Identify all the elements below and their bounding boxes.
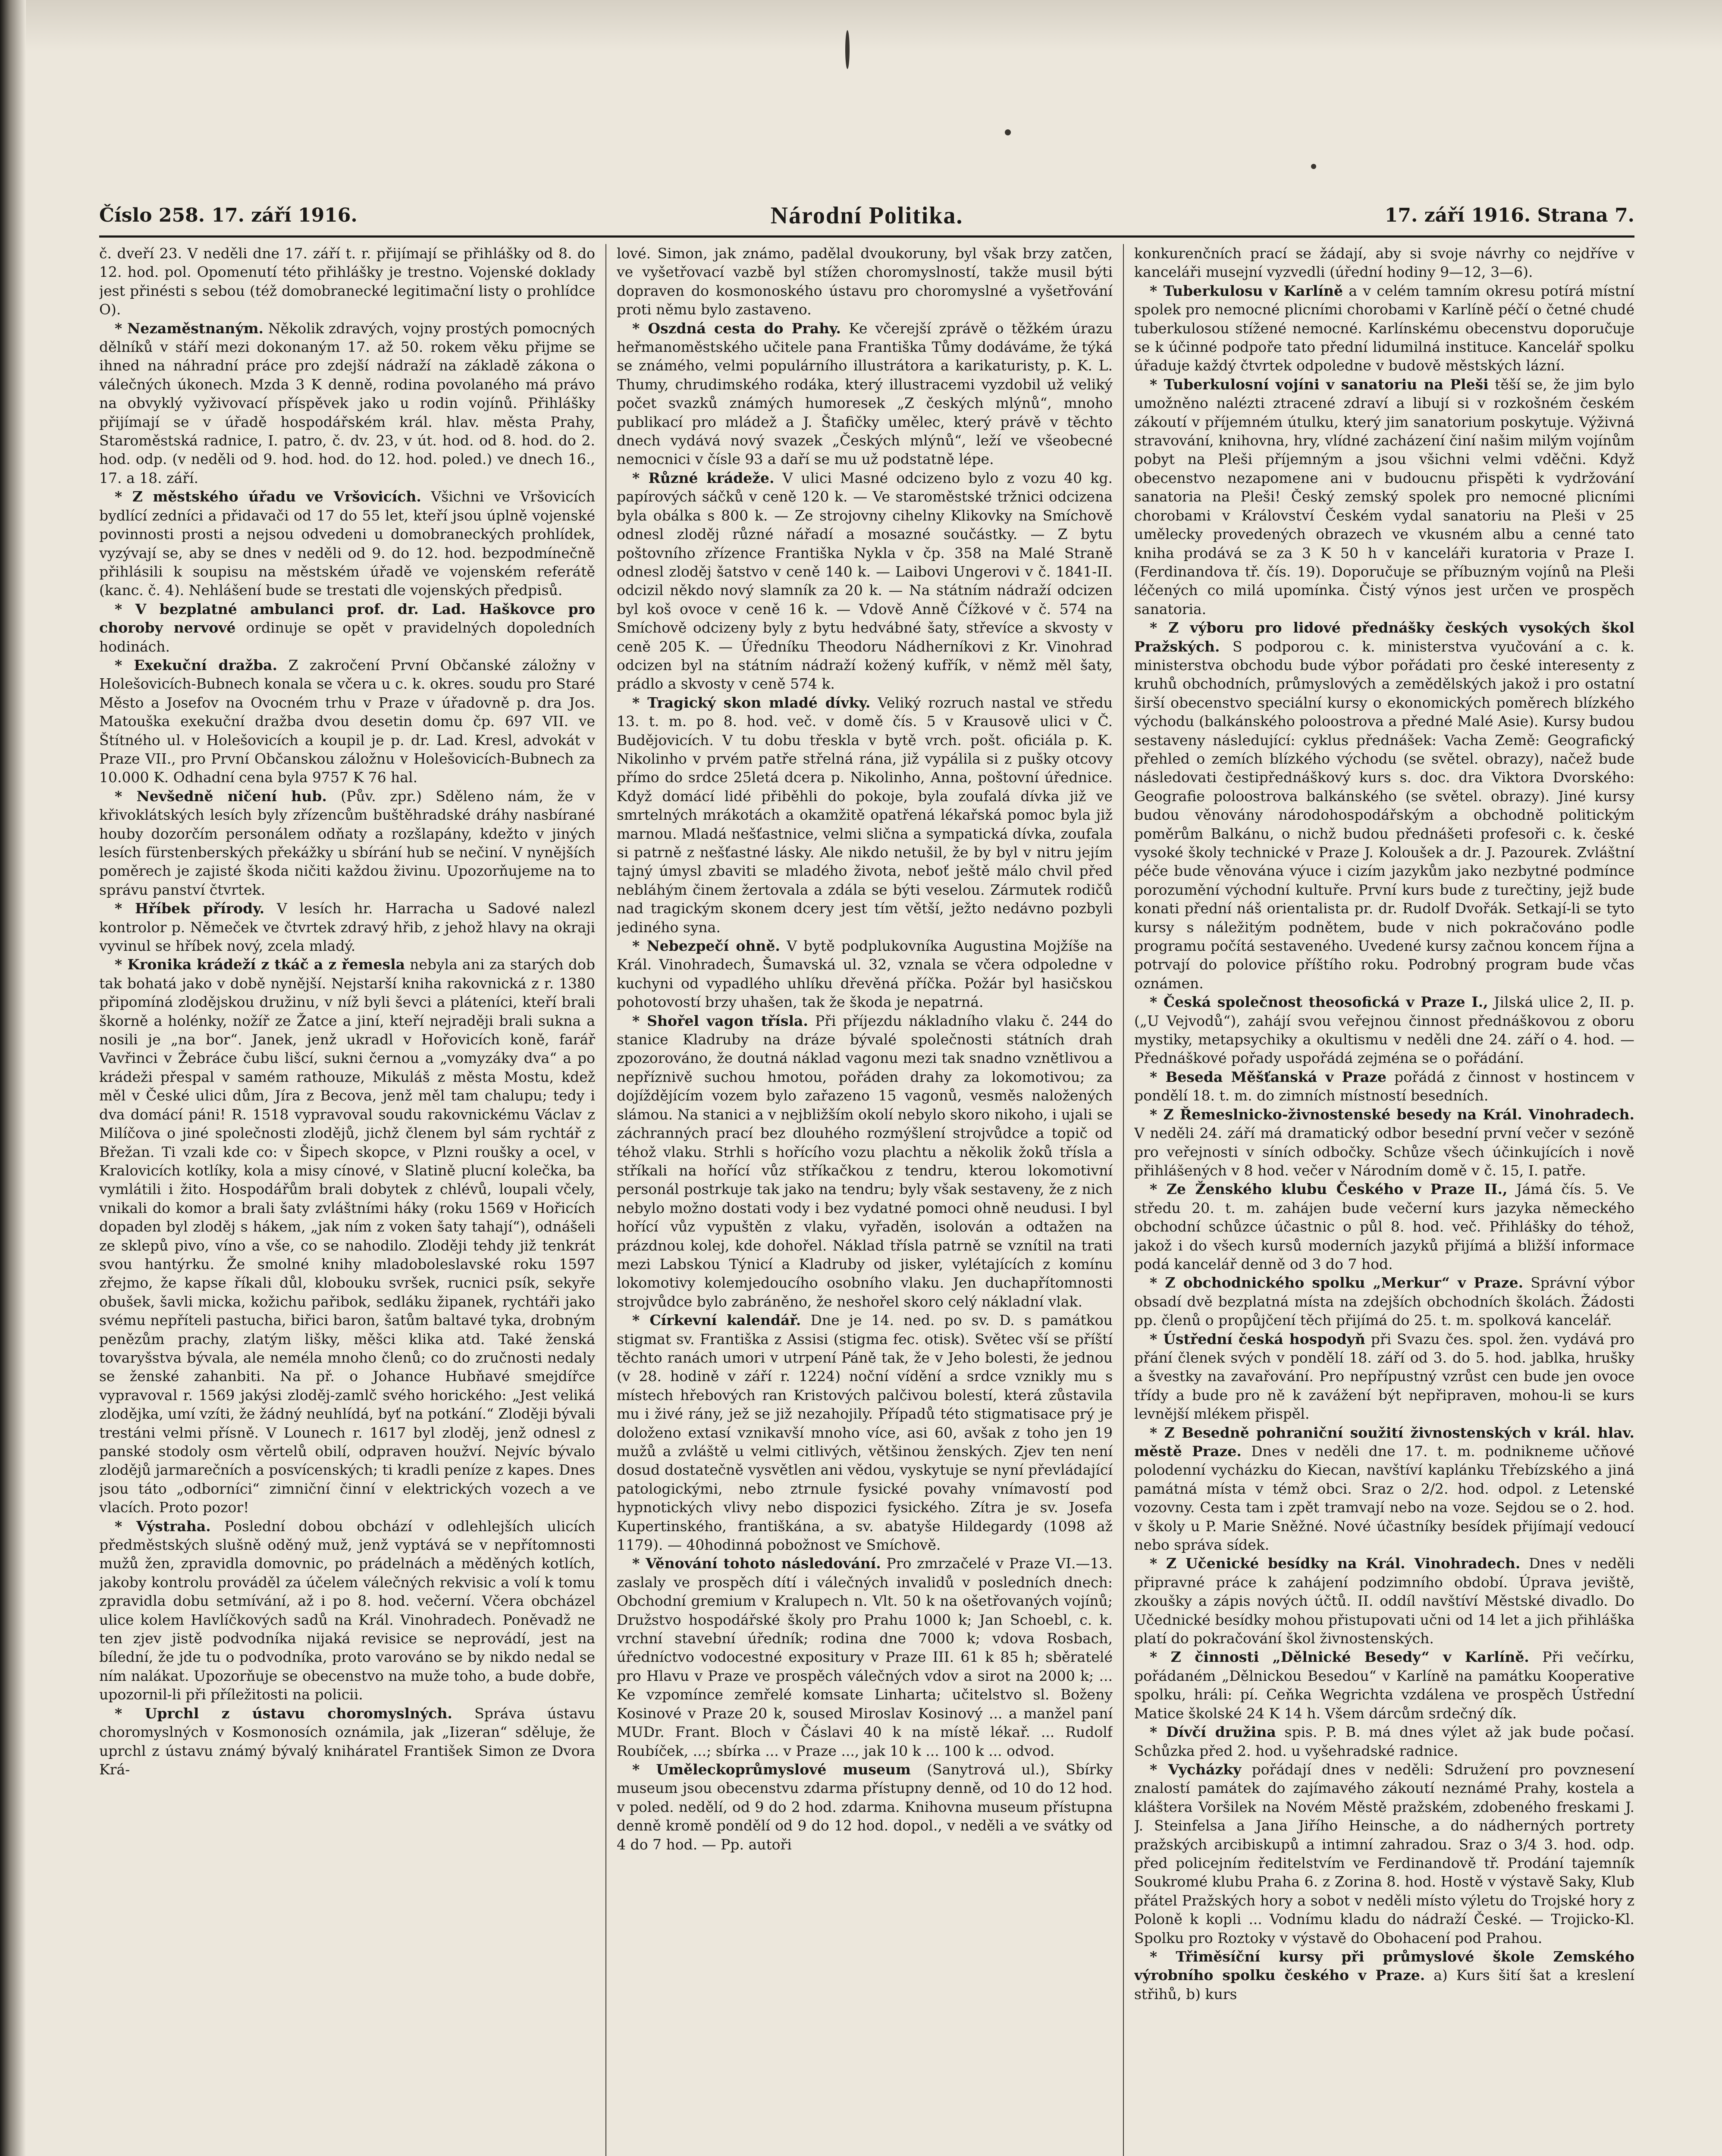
news-item-heading: * V bezplatné ambulanci prof. dr. Lad. Haškovce pro choroby nervové [99, 600, 595, 636]
news-item-text: Správní výbor obsadí dvě bezplatná místa na zdejších obchodních školách. Žádosti pp. členů o propůjčení těch přijímá do 25. t. m. spolková kancelář. [1134, 1274, 1634, 1329]
news-item [617, 693, 1113, 937]
news-item [1134, 282, 1634, 375]
scan-top-shading [0, 0, 1722, 52]
news-item-text: a v celém tamním okresu potírá místní spolek pro nemocné plicními chorobami v Karlíně péčí o četné chudé tuberkulosou stížené nemocné. Karlínskému obecenstvu doporučuje se k účinné podpoře tato přední lidumilná instituce. Kancelář spolku úřaduje každý čtvrtek odpoledne v budově městských lázní. [1134, 282, 1634, 374]
news-item-text: těší se, že jim bylo umožněno nalézti ztracené zdraví a libují si v rozkošném českém zákoutí v příjemném útulku, který jim sanatorium poskytuje. Výživná stravování, knihovna, hry, vlídné zacházení činí našim milým vojínům pobyt na Pleši příjemným a jsou všichni velmi vděčni. Když obecenstvo nezapomene ani v budoucnu přispěti k vydržování sanatoria na Pleši! Český zemský spolek pro nemocné plicními chorobami v Království Českém vydal sanatoriu na Pleši v 25 umělecky provedených obrazech ve vkusném albu a cenné tato kniha prodává se za 3 K 50 h v kanceláři kuratoria v Praze I. (Ferdinandova tř. čís. 19). Doporučuje se příbuzným vojínů na Pleši léčených co milá upomínka. Čistý výnos jest určen ve prospěch sanatoria. [1134, 376, 1634, 617]
news-item-heading: * Z městského úřadu ve Vršovicích. [115, 488, 421, 505]
news-item-heading: * Z Učenické besídky na Král. Vinohradech. [1150, 1555, 1521, 1572]
news-item-heading: * Z Besedně pohraniční soužití živnostenských v král. hlav. městě Praze. [1134, 1424, 1634, 1460]
news-item-text: Pro zmrzačelé v Praze VI.—13. zaslaly ve prospěch dítí i válečných invalidů v posledních dnech: Obchodní gremium v Kralupech n. Vlt. 50 k na ošetřovaných vojínů; Družstvo hospodářské školy pro Prahu 1000 k; Jan Schoebl, c. k. vrchní stavební úředník; rodina dne 7000 k; vdova Rosbach, úředníctvo vodocestné expositury v Praze III. 61 k 85 h; sběratelé pro Hlavu v Praze ve prospěch válečných vdov a sirot na 2000 k; ... Ke vzpomínce zemřelé komsate Linharta; učitelstvo sl. Boženy Kosinové v Praze 20 k, soused Miroslav Kosinový ... a manžel paní MUDr. Frant. Bloch v Čáslavi 40 k na místě lékař. ... Rudolf Roubíček, ...; sbírka ... v Praze ..., jak 10 k ... 100 k ... odvod. [617, 1555, 1113, 1759]
news-item-text: Jámá čís. 5. Ve středu 20. t. m. zahájen bude večerní kurs jazyka německého obchodní schůzce účastnic o půl 8. hod. več. Přihlášky do téhož, jakož i do všech kursů moderních jazyků přijímá a bližší informace podá kancelář denně od 3 do 7 hod. [1134, 1181, 1634, 1272]
news-item [617, 937, 1113, 1012]
news-item-heading: * Kronika krádeží z tkáč a z řemesla [115, 956, 405, 973]
column-1 [99, 244, 595, 2156]
news-item [1134, 1554, 1634, 1648]
news-item-heading: * Tuberkulosu v Karlíně [1150, 282, 1343, 299]
news-item-text: Veliký rozruch nastal ve středu 13. t. m. po 8. hod. več. v domě čís. 5 v Krausově ulici v Č. Budějovicích. V tu dobu třeskla v bytě vrch. pošt. oficiála p. K. Nikolinho v prvém patře střelná rána, již vypálila si z pušky otcovy přímo do srdce 25letá dcera p. Nikolinho, Anna, poštovní úřednice. Když domácí lidé přiběhli do pokoje, byla zoufalá dívka již ve smrtelných mrákotách a okamžitě opatřená lékařská pomoc byla již marnou. Mladá nešťastnice, velmi slična a sympatická dívka, zoufala si patrně z nešťastné lásky. Ale nikdo netušil, že by byl v nitru jejím tajný úmysl zbaviti se mladého života, neboť ještě málo chvil před nebláhým činem žertovala a zdála se býti veselou. Zármutek rodičů nad tragickým skonem dcery jest tím větší, ježto nedávno pozbyli jediného syna. [617, 694, 1113, 936]
scan-artifact [1311, 164, 1316, 169]
news-item-text: pořádá z činnost v hostincem v pondělí 18. t. m. do zimních místností besedních. [1134, 1068, 1634, 1104]
header-rule [99, 235, 1634, 238]
news-item [99, 487, 595, 599]
news-item-text: Dnes v neděli dne 17. t. m. podnikneme učňové polodenní vycházku do Kiecan, navštíví kaplánku Třebízského a jiná památná místa v témž obci. Sraz o 2/2. hod. odpol. z Letenské vozovny. Cesta tam i zpět tramvají nebo na voze. Sejdou se o 2. hod. v školy u P. Marie Sněžné. Nové účastníky besídek přijímají vedoucí nebo správa sídek. [1134, 1443, 1634, 1554]
news-item-heading: * Z výboru pro lidové přednášky českých vysokých škol Pražských. [1134, 619, 1634, 655]
news-item-heading: * Věnování tohoto následování. [632, 1555, 881, 1572]
news-item [1134, 1423, 1634, 1554]
news-item-text: Dne je 14. ned. po sv. D. s památkou stigmat sv. Františka z Assisi (stigma fec. otisk). Světec vší se příští těchto ranách umori v utrpení Páně tak, že v Jeho bolesti, že jednou (v 28. hodině v září r. 1224) noční vídění a srdce vznikly mu s místech hřebových ran Kristových palčivou bolestí, která zůstavila mu i živé rány, jež se již nezahojily. Případů této stigmatisace prý je doloženo extasí vznikavší mnoho více, asi 60, avšak z toho jen 19 mužů a zvláště u velmi citlivých, většinou ženských. Zjev ten není dosud dostatečně vysvětlen ani vědou, vyskytuje se nyní převládající patologickými, nebo ztrnule fysické povahy vnímavostí pod hypnotických vlivy nebo dispozici fysického. Zítra je sv. Josefa Kupertinského, františkána, a sv. abatyše Hildegardy (1098 až 1179). — 40hodinná pobožnost ve Smíchově. [617, 1312, 1113, 1554]
news-item-heading: * Uprchl z ústavu choromyslných. [115, 1705, 452, 1722]
continued-paragraph [99, 244, 595, 319]
continued-paragraph [1134, 244, 1634, 282]
news-item [99, 955, 595, 1517]
news-item-text: ordinuje se opět v pravidelných dopoledních hodinách. [99, 619, 595, 655]
news-item-heading: * Vycházky [1150, 1761, 1242, 1778]
news-item-text: a) Kurs šití šat a kreslení střihů, b) kurs [1134, 1967, 1634, 2002]
news-item-heading: * Tragický skon mladé dívky. [632, 694, 871, 711]
news-item-heading: * Nezaměstnaným. [115, 320, 264, 337]
news-item-text: V neděli 24. září má dramatický odbor besední první večer v sezóně pro veřejnosti v síních odbočky. Schůze všech účinkujících i nově přihlášených v 8 hod. večer v Národním domě v č. 15, I. patře. [1134, 1125, 1634, 1179]
date-page-number: 17. září 1916. Strana 7. [1384, 204, 1634, 226]
continued-paragraph [617, 244, 1113, 319]
news-item-text: pořádají dnes v neděli: Sdružení pro povznesení znalostí památek do zajímavého zákoutí neznámé Prahy, kostela a kláštera Voršilek na Novém Městě pražském, zdobeného freskami J. J. Steinfelsa a Jana Jiřího Heinsche, a do nádherných portrety pražských arcibiskupů a intimní zahradou. Sraz o 3/4 3. hod. odp. před policejním ředitelstvím ve Ferdinandově tř. Prodání tajemník Soukromé klubu Praha 6. z Zorina 8. hod. Hostě v výstavě Saky, Klub přátel Pražských hory a sobot v neděli místo výletu do Trojské hory z Poloně k kopli ... Vodnímu kladu do nádraží České. — Trojicko-Kl. Spolku pro Roztoky v výstavě do Obohacení pod Prahou. [1134, 1761, 1634, 1946]
news-item [617, 319, 1113, 469]
news-item [1134, 1330, 1634, 1423]
news-item-heading: * Exekuční dražba. [115, 656, 277, 674]
news-item-heading: * Z obchodnického spolku „Merkur“ v Praze. [1150, 1274, 1524, 1291]
news-item-heading: * Ústřední česká hospodyň [1150, 1330, 1365, 1348]
news-item-text: Při příjezdu nákladního vlaku č. 244 do stanice Kladruby na dráze bývalé společnosti státních drah zpozorováno, že doutná náklad vagonu mezi tak snadno vznětlivou a nepříznivě suchou hmotou, pořáden drahy za lokomotivou; za dojíždějícím vozem bylo zařazeno 15 vagonů, vesměs naložených slámou. Na stanici a v nejbližším okolí nebylo skoro nikoho, i ujali se záchranných prací bez dlouhého rozmýšlení strojvůdce a topič od téhož vlaku. Strhli s hořícího vozu plachtu a několik žoků třísla a stříkali na hořící vůz stříkačkou z tendru, kterou lokomotivní personál postrkuje tak jako na tendru; byly však sestaveny, že z nich nebylo možno dostati vody i bez vydatné pomoci ohně neudusi. I byl hořící vůz vypuštěn z vlaku, vyřaděn, isolován a odtažen na prázdnou kolej, kde dohořel. Náklad třísla patrně se vznítil na trati mezi Labskou Týnicí a Kladruby od jisker, vylétajících z komínu lokomotivy kolemjedoucího osobního vlaku. Jen duchapřítomnosti strojvůdce bylo zabráněno, že neshořel skoro celý nákladní vlak. [617, 1012, 1113, 1310]
news-item-heading: * Nevšedně ničení hub. [115, 787, 327, 805]
news-item-heading: * Výstraha. [115, 1517, 211, 1535]
news-item-text: S podporou c. k. ministerstva vyučování a c. k. ministerstva obchodu bude výbor pořádati pro české interesenty z kruhů obchodních, průmyslových a zemědělských jakož i pro ostatní širší obecenstvo speciální kursy o ekonomických poměrech blízkého východu (balkánského poloostrova a předné Malé Asie). Kursy budou sestaveny následující: cyklus přednášek: Vacha Země: Geografický přehled o zemích blízkého východu (se světel. obrazy), načež bude následovati čestipřednáškový kurs s. doc. dra Viktora Dvorského: Geografie poloostrova balkánského (se světel. obrazy). Jiné kursy budou věnovány národohospodářským a obchodně politickým poměrům Balkánu, o nichž budou přednášeti profesoři c. k. české vysoké školy technické v Praze J. Koloušek a dr. J. Pazourek. Zvláštní péče bude věnována výuce i cizím jazykům jako nezbytné podmínce porozumění východní kultuře. První kurs bude z turečtiny, jejž bude konati přední náš orientalista pr. dr. Rudolf Dvořák. Setkají-li se tyto kursy s náležitým podnětem, bude v nich pokračováno podle programu počítá sestaveného. Uvedené kursy začnou koncem října a potrvají do polovice příštího roku. Podrobný program bude včas oznámen. [1134, 638, 1634, 992]
news-item-text: Ke včerejší zprávě o těžkém úrazu heřmanoměstského učitele pana Františka Tůmy dodáváme, že týká se známého, velmi populárního illustrátora a karikaturisty, p. K. L. Thumy, chrudimského rodáka, který illustracemi vyzdobil už veliký počet svazků známých humoresek „Z českých mlýnů“, mnoho publikací pro mládež a J. Štafičky umělec, který právě v těchto dnech vydává nový svazek „Českých mlýnů“, leží ve všeobecné nemocnici v čísle 93 a daří se mu už podstatně lépe. [617, 320, 1113, 468]
news-item [1134, 1273, 1634, 1329]
column-divider [605, 244, 606, 2156]
news-item-heading: * Česká společnost theosofická v Praze I., [1150, 993, 1488, 1011]
news-item [1134, 1760, 1634, 1947]
news-item-heading: * Shořel vagon třísla. [632, 1012, 808, 1029]
news-item [99, 600, 595, 656]
news-item-text: při Svazu čes. spol. žen. vydává pro přání členek svých v pondělí 18. září od 3. do 5. hod. jablka, hrušky a švestky na zavařování. Pro nepřípustný vzrůst cen bude jen ovoce třídy a bude pro ně k zavážení být nepřipraven, mohou-li se kurs levnější mlékem přispěl. [1134, 1330, 1634, 1423]
news-item-text: V ulici Masné odcizeno bylo z vozu 40 kg. papírových sáčků v ceně 120 k. — Ve staroměstské tržnici odcizena byla obálka s 800 k. — Ze strojovny cihelny Klikovky na Smíchově odnesl zloděj různé nářadí a mosazné součástky. — Z bytu poštovního zřízence Františka Nykla v čp. 358 na Malé Straně odnesl zloděj šatstvo v ceně 140 k. — Laibovi Ungerovi v č. 1841-II. odcizil někdo nový slamník za 20 k. — Na státním nádraží odcizen byl koš ovoce v ceně 16 k. — Vdově Anně Čížkové v č. 574 na Smíchově odcizeny byly z bytu hedvábné šaty, střevíce a skvosty v ceně 205 K. — Úředníku Theodoru Nádherníkovi z Kr. Vinohrad odcizen byl na státním nádraží kožený kufřík, v němž měl šaty, prádlo a skvosty v ceně 574 k. [617, 469, 1113, 693]
news-item-heading: * Různé krádeže. [632, 469, 775, 486]
news-item-heading: * Ze Ženského klubu Českého v Praze II., [1150, 1181, 1508, 1198]
column-3 [1134, 244, 1634, 2156]
scan-artifact [845, 30, 850, 69]
news-item-heading: * Tuberkulosní vojíni v sanatoriu na Pleši [1150, 376, 1489, 393]
news-item-heading: * Dívčí družina [1150, 1724, 1276, 1741]
news-item-heading: * Církevní kalendář. [632, 1312, 801, 1329]
page-header [99, 198, 1634, 233]
news-item [99, 1704, 595, 1779]
news-item [99, 787, 595, 899]
column-divider [1123, 244, 1124, 2156]
news-item-text: č. dveří 23. V neděli dne 17. září t. r. přijímají se přihlášky od 8. do 12. hod. pol. Opomenutí této přihlášky je trestno. Vojenské doklady jest přinésti s sebou (též domobranecké legitimační listy o prohlídce O). [99, 245, 595, 318]
news-item-heading: * Nebezpečí ohně. [632, 937, 780, 955]
news-item [617, 1760, 1113, 1854]
news-item [1134, 1180, 1634, 1273]
news-item-text: Z zakročení První Občanské záložny v Holešovicích-Bubnech konala se včera u c. k. okres. soudu pro Staré Město a Josefov na Ovocném trhu v Praze v úřadovně p. dra Jos. Matouška exekuční dražba dvou desetin domu čp. 697 VII. ve Štítného ul. v Holešovicích a koupil je p. dr. Lad. Kresl, advokát v Praze VII., pro První Občanskou záložnu v Holešovicích-Bubnech za 10.000 K. Odhadní cena byla 9757 K 76 hal. [99, 656, 595, 786]
news-item-text: (Sanytrová ul.), Sbírky museum jsou obecenstvu zdarma přístupny denně, od 10 do 12 hod. v poled. nedělí, od 9 do 2 hod. zdarma. Knihovna museum přístupna denně kromě pondělí od 9 do 12 hod. dopol., v neděli a ve svátky od 4 do 7 hod. — Pp. autoři [617, 1761, 1113, 1853]
news-item [99, 656, 595, 787]
news-item [1134, 1947, 1634, 2003]
news-item [1134, 1723, 1634, 1760]
news-item-text: V lesích hr. Harracha u Sadové nalezl kontrolor p. Němeček ve čtvrtek zdravý hřib, z jehož hlavy na okraji vyvinul se hříbek nový, zcela mladý. [99, 900, 595, 955]
scan-left-edge-shading [0, 0, 26, 2156]
news-item-heading: * Z činnosti „Dělnické Besedy“ v Karlíně. [1150, 1648, 1529, 1666]
newspaper-page [99, 198, 1634, 2156]
news-item [1134, 1648, 1634, 1723]
news-item [1134, 618, 1634, 993]
news-item-text: Několik zdravých, vojny prostých pomocných dělníků v stáří mezi dokonaným 17. až 50. rokem věku přijme se ihned na náhradní práce pro zdejší nádraží na základě zákona o válečných úkonech. Mzda 3 K denně, rodina povolaného má právo na obvyklý vyživovací příspěvek jako u rodin vojínů. Přihlášky přijímají se v úřadě hospodářském král. hlav. města Prahy, Staroměstská radnice, I. patro, č. dv. 23, v út. hod. od 8. hod. do 2. hod. odp. (v neděli od 9. hod. hod. do 12. hod. poled.) ve dnech 16., 17. a 18. září. [99, 320, 595, 486]
news-item-text: lové. Simon, jak známo, padělal dvoukoruny, byl však brzy zatčen, ve vyšetřovací vazbě byl stížen choromyslností, takže musil býti dopraven do kosmonoského ústavu pro choromyslné a vyšetřování proti němu bylo zastaveno. [617, 245, 1113, 318]
issue-number-date: Číslo 258. 17. září 1916. [99, 204, 358, 226]
news-item-text: spis. P. B. má dnes výlet až jak bude počasí. Schůzka před 2. hod. u vyšehradské radnice. [1134, 1724, 1634, 1759]
news-item [617, 1012, 1113, 1311]
news-item [99, 319, 595, 488]
news-item-heading: * Třiměsíční kursy při průmyslové škole Zemského výrobního spolku českého v Praze. [1134, 1948, 1634, 1984]
news-item [99, 899, 595, 955]
masthead-title: Národní Politika. [770, 202, 963, 229]
news-item-text: nebyla ani za starých dob tak bohatá jako v době nynější. Nejstarší kniha rakovnická z r. 1380 připomíná zlodějskou družinu, v níž byli ševci a pláteníci, kteří brali škorně a holénky, nožíř ze Žatce a jiní, kteří nejraději brali sukna a nosili je „na bor“. Janek, jenž ukradl v Hořovicích koně, farář Vavřinci v Žebráce čubu lišcí, sukni černou a „vomyzáky dva“ a po krádeži přespal v samém rathouze, Mikuláš z města Mostu, kdež měl v České ulici dům, Jíra z Becova, jenž měl tam chalupu; tedy i dva domácí páni! R. 1518 vypravoval soudu rakovnickému Václav z Milíčova o jiné společnosti zlodějů, jichž členem byl sám rychtář z Břežan. Ti vzali kde co: v Šipech skopce, v Plzni roušky a ocel, v Kralovicích kotlíky, kola a misy cínové, v Slatině plucní kolečka, ba vymlátili i žito. Hospodářům brali dobytek z chlévů, loupali včely, vnikali do komor a brali šaty zvláštními háky (roku 1569 v Hořicích dopaden byl zloděj s hákem, „jak ním z voken šaty tahají“), odnášeli ze sklepů pivo, víno a vše, co se nahodilo. Zloději tehdy již tenkrát svou hantýrku. Že smolné knihy mladoboleslavské roku 1597 zřejmo, že kapse říkali důl, klobouku svršek, rucnici psík, sekyře obušek, šavli micka, kožichu pařibok, sedláku žipanek, rychtáři jako svému nepříteli pastucha, biřici baron, šatům baltavé tyka, drobným penězům prachy, zlatým lišky, měšci klika atd. Také ženská tovaryšstva bývala, ale neméla mnoho členů; co do zručnosti nedaly se ženské zahanbiti. Na př. o Johance Hubňavé smejdířce vypravoval r. 1569 jakýsi zloděj-zamlč svého horického: „Jest veliká zlodějka, umí vzíti, že žádný neuhlídá, byť na potkání.“ Zloději bývali trestáni velmi přísně. V Lounech r. 1617 byl zloděj, jenž odnesl z panské stodoly osm věrtelů obilí, odpraven houžví. Nejvíc bývalo zlodějů jarmarečních a posvícenských; ti kradli peníze z kapes. Dnes jsou táto „odborníci“ zimniční činní v elektrických vozech a ve vlacích. Proto pozor! [99, 956, 595, 1516]
news-item-text: konkurenčních prací se žádají, aby si svoje návrhy co nejdříve v kanceláři musejní vyzvedli (úřední hodiny 9—12, 3—6). [1134, 245, 1634, 281]
news-item-text: V bytě podplukovníka Augustina Mojžíše na Král. Vinohradech, Šumavská ul. 32, vznala se včera odpoledne v kuchyni od vypadlého uhlíku dřevěná příčka. Požár byl hasičskou pohotovostí brzy uhašen, tak že škoda je nepatrná. [617, 937, 1113, 1011]
news-item [617, 1311, 1113, 1554]
news-item [1134, 1068, 1634, 1105]
news-item-heading: * Oszdná cesta do Prahy. [632, 320, 841, 337]
news-item [617, 469, 1113, 693]
news-item [617, 1554, 1113, 1760]
news-item-text: Jilská ulice 2, II. p. („U Vejvodů“), zahájí svou veřejnou činnost přednáškovou z oboru mystiky, metapsychiky a okultismu v neděli dne 24. září o 4. hod. — Přednáškové pořady uspořádá zejména se o pořádání. [1134, 993, 1634, 1067]
news-item [99, 1517, 595, 1704]
news-item-heading: * Uměleckoprůmyslové museum [632, 1761, 911, 1778]
news-item [1134, 375, 1634, 618]
news-item-text: Dnes v neděli připravné práce k zahájení podzimního období. Úprava jeviště, zkoušky a zápis nových účtů. II. oddíl navštíví Městské divadlo. Do Učednické besídky mohou přistupovati učni od 14 let a jich přihláška platí do pokračování škol živnostenských. [1134, 1555, 1634, 1647]
news-item-heading: * Beseda Měšťanská v Praze [1150, 1068, 1386, 1085]
news-item-text: Poslední dobou obchází v odlehlejších ulicích předměstských slušně oděný muž, jenž vyptává se v nepřítomnosti mužů žen, zpravidla domovnic, po prádelnách a měděných kotlích, jakoby kontrolu prováděl za účelem válečných rekvisic a volí k tomu zpravidla dobu setmívání, až i po 8. hod. večerní. Včera obcházel ulice kolem Havlíčkových sadů na Král. Vinohradech. Poněvadž ne ten zjev jistě podvodníka nijaká revisice se neprovádí, jest na bílední, že jde tu o podvodníka, proto varováno se by nikdo nedal se ním nalákat. Upozorňuje se obecenstvo na muže toho, a bude dobře, upozornil-li při příležitosti na policii. [99, 1517, 595, 1703]
news-item-text: Při večírku, pořádaném „Dělnickou Besedou“ v Karlíně na památku Kooperative spolku, hráli: pí. Ceňka Wegrichta vzdálena ve prospěch Ústřední Matice školské 24 K 14 h. Všem dárcům srdečný dík. [1134, 1648, 1634, 1722]
news-item-text: Správa ústavu choromyslných v Kosmonosích oznámila, jak „Iizeran“ sděluje, že uprchl z ústavu známý bývalý kniháratel František Simon ze Dvora Krá- [99, 1705, 595, 1778]
scan-artifact [1005, 129, 1011, 135]
news-item [1134, 1105, 1634, 1180]
news-item-text: (Pův. zpr.) Sděleno nám, že v křivoklátských lesích byly zřízencům buštěhradské dráhy nasbírané houby dozorčím personálem odňaty a rozšlapány, kdežto v jiných lesích fürstenberských překážky u sbírání hub se nečiní. V nynějších poměrech je zajisté škoda ničiti každou živinu. Upozorňujeme na to správu panství čtvrtek. [99, 787, 595, 898]
news-item-text: Všichni ve Vršovicích bydlící zedníci a přidavači od 17 do 55 let, kteří jsou úplně vojenské povinnosti prosti a nejsou odvedeni u domobraneckých prohlídek, vyzývají se, aby se dnes v neděli od 9. do 12. hod. bezpodmínečně přihlásili k soupisu na městském úřadě ve vojenském referátě (kanc. č. 4). Nehlášení bude se trestati dle vojenských předpisů. [99, 488, 595, 599]
news-item [1134, 993, 1634, 1068]
news-item-heading: * Z Řemeslnicko-živnostenské besedy na Král. Vinohradech. [1150, 1106, 1634, 1123]
news-item-heading: * Hříbek přírody. [115, 900, 265, 917]
column-2 [617, 244, 1113, 2156]
